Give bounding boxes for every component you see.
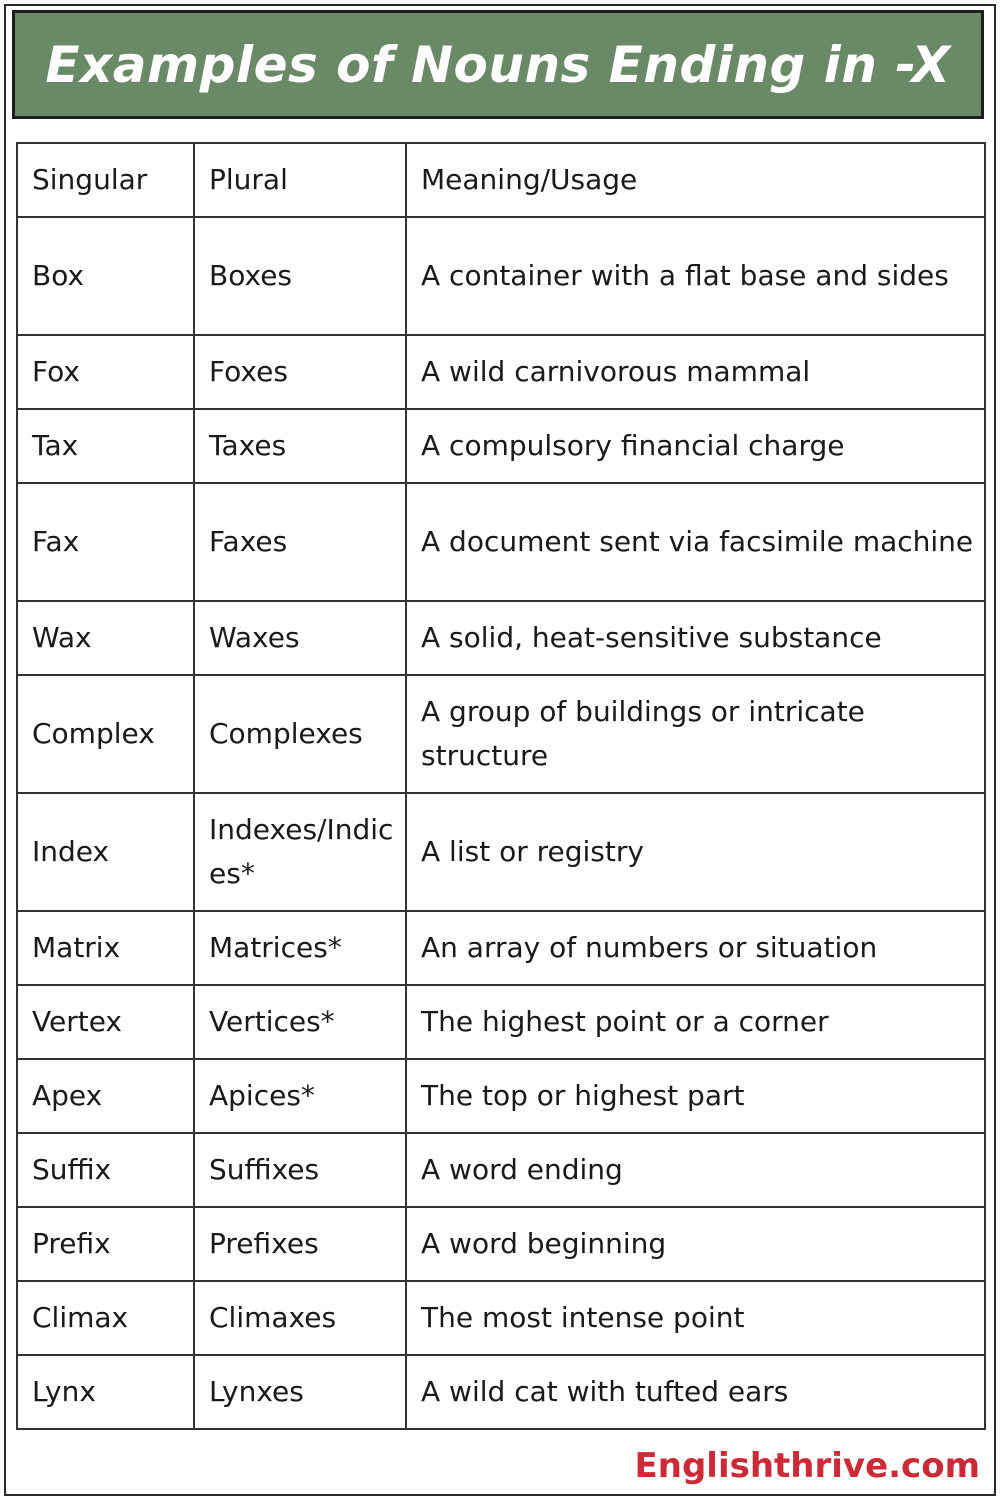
plural-cell: Boxes (194, 217, 406, 335)
table-header-row (17, 143, 985, 217)
meaning-cell: A solid, heat-sensitive substance (406, 601, 985, 675)
table-row (17, 217, 985, 335)
singular-cell: Box (17, 217, 194, 335)
table-row (17, 1281, 985, 1355)
singular-cell: Suffix (17, 1133, 194, 1207)
singular-cell: Fax (17, 483, 194, 601)
plural-cell: Waxes (194, 601, 406, 675)
singular-cell: Fox (17, 335, 194, 409)
plural-cell: Matrices* (194, 911, 406, 985)
plural-cell: Indexes/Indices* (194, 793, 406, 911)
meaning-cell: An array of numbers or situation (406, 911, 985, 985)
meaning-cell: The most intense point (406, 1281, 985, 1355)
plural-cell: Prefixes (194, 1207, 406, 1281)
table-row (17, 1059, 985, 1133)
meaning-cell: A word beginning (406, 1207, 985, 1281)
singular-cell: Index (17, 793, 194, 911)
table-row (17, 1355, 985, 1429)
singular-cell: Wax (17, 601, 194, 675)
table-row (17, 675, 985, 793)
plural-cell: Lynxes (194, 1355, 406, 1429)
singular-cell: Lynx (17, 1355, 194, 1429)
page-title: Examples of Nouns Ending in -X (45, 35, 951, 94)
singular-cell: Climax (17, 1281, 194, 1355)
header-meaning: Meaning/Usage (406, 143, 985, 217)
plural-cell: Climaxes (194, 1281, 406, 1355)
table-row (17, 409, 985, 483)
meaning-cell: A document sent via facsimile machine (406, 483, 985, 601)
plural-cell: Suffixes (194, 1133, 406, 1207)
meaning-cell: A group of buildings or intricate structure (406, 675, 985, 793)
title-banner (12, 10, 984, 119)
plural-cell: Complexes (194, 675, 406, 793)
nouns-table (16, 142, 986, 1430)
table-row (17, 335, 985, 409)
meaning-cell: The highest point or a corner (406, 985, 985, 1059)
table-row (17, 601, 985, 675)
plural-cell: Faxes (194, 483, 406, 601)
plural-cell: Vertices* (194, 985, 406, 1059)
plural-cell: Taxes (194, 409, 406, 483)
singular-cell: Complex (17, 675, 194, 793)
table-row (17, 1207, 985, 1281)
table-row (17, 483, 985, 601)
header-singular: Singular (17, 143, 194, 217)
brand-watermark: Englishthrive.com (634, 1446, 980, 1486)
singular-cell: Prefix (17, 1207, 194, 1281)
meaning-cell: A container with a flat base and sides (406, 217, 985, 335)
meaning-cell: A wild cat with tufted ears (406, 1355, 985, 1429)
singular-cell: Vertex (17, 985, 194, 1059)
table-row (17, 793, 985, 911)
meaning-cell: A word ending (406, 1133, 985, 1207)
meaning-cell: A compulsory financial charge (406, 409, 985, 483)
header-plural: Plural (194, 143, 406, 217)
meaning-cell: The top or highest part (406, 1059, 985, 1133)
meaning-cell: A wild carnivorous mammal (406, 335, 985, 409)
plural-cell: Apices* (194, 1059, 406, 1133)
meaning-cell: A list or registry (406, 793, 985, 911)
singular-cell: Apex (17, 1059, 194, 1133)
table-row (17, 1133, 985, 1207)
plural-cell: Foxes (194, 335, 406, 409)
table-row (17, 911, 985, 985)
singular-cell: Matrix (17, 911, 194, 985)
singular-cell: Tax (17, 409, 194, 483)
table-row (17, 985, 985, 1059)
